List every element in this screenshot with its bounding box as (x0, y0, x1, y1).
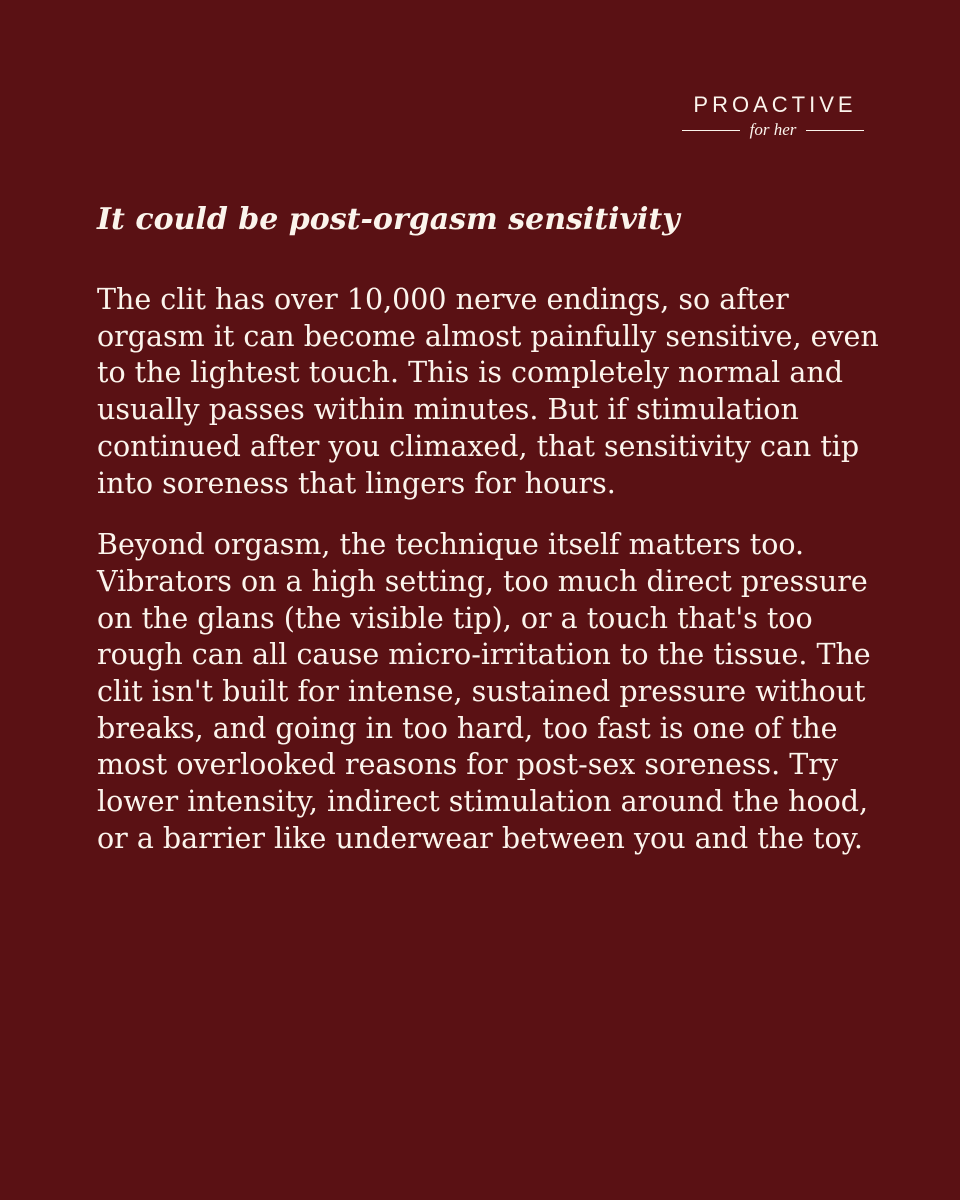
brand-tagline: for her (749, 120, 797, 139)
article-body (97, 196, 887, 883)
brand-name: PROACTIVE (693, 92, 857, 117)
brand-logo (682, 92, 864, 140)
tagline-right-rule (806, 130, 864, 131)
paragraph-1: The clit has over 10,000 nerve endings, so after orgasm it can become almost painfully sensitive, even to the lightest touch. This is completely normal and usually passes within minutes. But if stimulation continued after you climaxed, that sensitivity can tip into soreness that lingers for hours. (97, 283, 879, 500)
brand-tagline-row (682, 120, 864, 140)
tagline-left-rule (682, 130, 740, 131)
section-heading: It could be post-orgasm sensitivity (97, 202, 680, 237)
paragraph-2: Beyond orgasm, the technique itself matters too. Vibrators on a high setting, too much direct pressure on the glans (the visible tip), or a touch that's too rough can all cause micro-irritation to the tissue. The clit isn't built for intense, sustained pressure without breaks, and going in too hard, too fast is one of the most overlooked reasons for post-sex soreness. Try lower intensity, indirect stimulation around the hood, or a barrier like underwear between you and the toy. (97, 528, 871, 855)
